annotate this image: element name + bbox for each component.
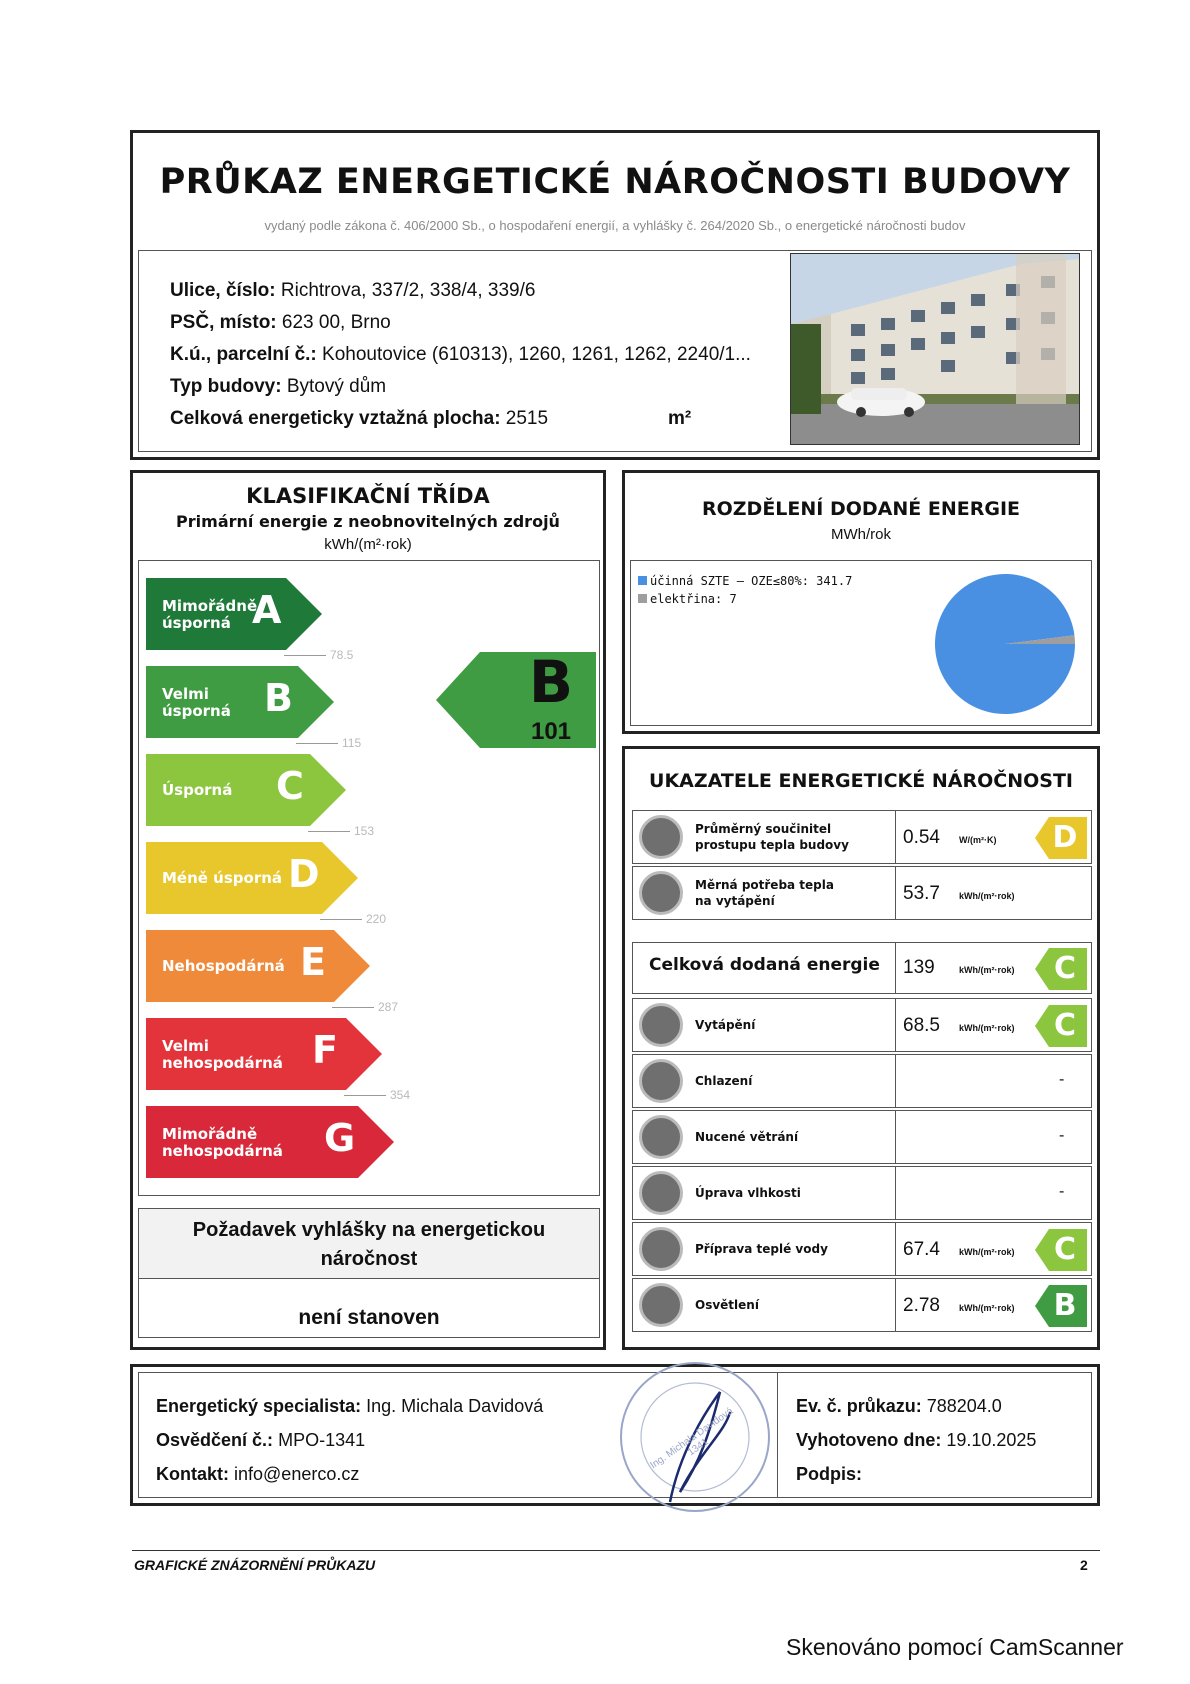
indicator-label: Příprava teplé vody [695,1242,828,1256]
indicator-label: Úprava vlhkosti [695,1186,801,1200]
indicator-row-7 [632,1222,1092,1276]
class-label-b: Velmi úsporná [162,685,231,720]
certificate-number: MPO-1341 [278,1430,366,1450]
parcel-row: K.ú., parcelní č.: Kohoutovice (610313), 1260, 1261, 1262, 2240/1... [170,344,751,365]
street-value: Richtrova, 337/2, 338/4, 339/6 [280,280,536,301]
page-number: 2 [1080,1557,1088,1573]
class-letter-c: C [276,764,304,808]
class-label-f: Velmi nehospodárná [162,1037,283,1072]
fan-icon [639,1115,683,1159]
threshold-4: 287 [332,1000,398,1014]
indicator-unit: kWh/(m²·rok) [959,965,1015,975]
threshold-0: 78.5 [284,648,353,662]
classification-subtitle: Primární energie z neobnovitelných zdrojů [176,512,560,531]
ev-number: 788204.0 [926,1396,1002,1416]
class-letter-f: F [312,1028,338,1072]
class-letter-b: B [264,676,293,720]
result-class-value: 101 [530,718,572,745]
area-value: 2515 [505,408,549,429]
indicator-value: 2.78 [903,1295,940,1316]
indicator-empty: - [1059,1071,1065,1088]
class-label-g: Mimořádně nehospodárná [162,1125,283,1160]
requirement-title: Požadavek vyhlášky na energetickou náročnost [192,1219,546,1270]
chart-legend [638,572,852,608]
indicator-unit: kWh/(m²·rok) [959,891,1015,901]
class-arrow-e [146,930,370,1002]
type-value: Bytový dům [286,376,387,397]
class-arrow-a [146,578,322,650]
class-arrow-b [146,666,334,738]
date-row: Vyhotoveno dne: 19.10.2025 [796,1430,1037,1450]
city-row: PSČ, místo: 623 00, Brno [170,312,391,333]
classification-title: KLASIFIKAČNÍ TŘÍDA [246,484,490,508]
indicator-empty: - [1059,1183,1065,1200]
indicator-value: 139 [903,957,935,978]
indicator-label: Měrná potřeba tepla na vytápění [695,878,834,908]
indicator-empty: - [1059,1127,1065,1144]
indicator-value: 67.4 [903,1239,940,1260]
contact-email[interactable]: info@enerco.cz [234,1464,360,1484]
indicator-label: Nucené větrání [695,1130,799,1144]
indicator-label: Vytápění [695,1018,756,1032]
class-label-a: Mimořádně úsporná [162,597,258,632]
indicator-row-4 [632,1054,1092,1108]
indicator-value: 0.54 [903,827,940,848]
area-row: Celková energeticky vztažná plocha: 2515 [170,408,549,429]
faucet-icon [639,1227,683,1271]
legend-item-electricity: elektřina: 7 [638,590,852,608]
class-arrow-c [146,754,346,826]
indicator-class-badge: C [1035,948,1087,990]
indicator-row-3 [632,998,1092,1052]
city-value: 623 00, Brno [281,312,391,333]
indicator-row-1 [632,866,1092,920]
indicator-row-2 [632,942,1092,994]
class-label-d: Méně úsporná [162,869,283,887]
thermometer-minus-icon [639,1059,683,1103]
class-arrow-f [146,1018,382,1090]
stamp-text: Ing. Michala Davidová 1341 [648,1405,736,1472]
footer-caption: GRAFICKÉ ZNÁZORNĚNÍ PRŮKAZU [134,1557,376,1573]
issue-date: 19.10.2025 [946,1430,1037,1450]
indicator-label: Celková dodaná energie [649,955,880,975]
specialist-row: Energetický specialista: Ing. Michala Davidová [156,1396,544,1416]
lightbulb-icon [639,1283,683,1327]
footer-rule [132,1550,1100,1551]
building-photo [790,253,1080,445]
indicator-unit: kWh/(m²·rok) [959,1303,1015,1313]
classification-unit: kWh/(m²·rok) [324,536,412,553]
indicator-value: 68.5 [903,1015,940,1036]
house-icon [639,815,683,859]
page-title: PRŮKAZ ENERGETICKÉ NÁROČNOSTI BUDOVY [159,162,1071,202]
threshold-1: 115 [296,736,361,750]
class-arrow-g [146,1106,394,1178]
contact-row: Kontakt: info@enerco.cz [156,1464,360,1484]
threshold-2: 153 [308,824,374,838]
heat-icon [639,871,683,915]
legend-item-szte: účinná SZTE – OZE≤80%: 341.7 [638,572,852,590]
specialist-name: Ing. Michala Davidová [366,1396,544,1416]
type-row: Typ budovy: Bytový dům [170,376,387,397]
scanner-watermark: Skenováno pomocí CamScanner [786,1634,1124,1660]
class-arrow-d [146,842,358,914]
result-class-letter: B [528,648,574,716]
thermometer-plus-icon [639,1003,683,1047]
indicator-unit: kWh/(m²·rok) [959,1023,1015,1033]
indicator-label: Průměrný součinitel prostupu tepla budovy [695,822,849,852]
certificate-row: Osvědčení č.: MPO-1341 [156,1430,366,1450]
class-letter-g: G [324,1116,356,1160]
humidity-icon [639,1171,683,1215]
indicator-unit: kWh/(m²·rok) [959,1247,1015,1257]
signature-row: Podpis: [796,1464,862,1484]
indicator-class-badge: C [1035,1005,1087,1047]
distribution-title: ROZDĚLENÍ DODANÉ ENERGIE [701,498,1020,520]
class-letter-d: D [288,852,320,896]
class-label-e: Nehospodárná [162,957,285,975]
threshold-3: 220 [320,912,386,926]
parcel-value: Kohoutovice (610313), 1260, 1261, 1262, 2240/1... [322,344,751,365]
class-label-c: Úsporná [162,781,233,799]
indicator-label: Osvětlení [695,1298,759,1312]
indicator-row-5 [632,1110,1092,1164]
area-unit: m² [668,408,692,429]
indicator-class-badge: B [1035,1285,1087,1327]
indicator-row-6 [632,1166,1092,1220]
page-subtitle: vydaný podle zákona č. 406/2000 Sb., o hospodaření energií, a vyhlášky č. 264/2020 Sb., o energetické náročnosti budov [264,218,966,233]
indicators-title: UKAZATELE ENERGETICKÉ NÁROČNOSTI [649,770,1073,792]
requirement-value: není stanoven [298,1306,440,1329]
class-letter-e: E [300,940,326,984]
ev-row: Ev. č. průkazu: 788204.0 [796,1396,1002,1416]
distribution-unit: MWh/rok [831,526,891,543]
threshold-5: 354 [344,1088,410,1102]
indicator-value: 53.7 [903,883,940,904]
class-letter-a: A [252,588,282,632]
result-class-marker [436,648,596,748]
street-row: Ulice, číslo: Richtrova, 337/2, 338/4, 339/6 [170,280,536,301]
indicator-class-badge: D [1035,817,1087,859]
indicator-row-0 [632,810,1092,864]
indicator-unit: W/(m²·K) [959,835,997,845]
indicator-row-8 [632,1278,1092,1332]
indicator-class-badge: C [1035,1229,1087,1271]
indicator-label: Chlazení [695,1074,753,1088]
energy-pie-chart [925,568,1085,720]
